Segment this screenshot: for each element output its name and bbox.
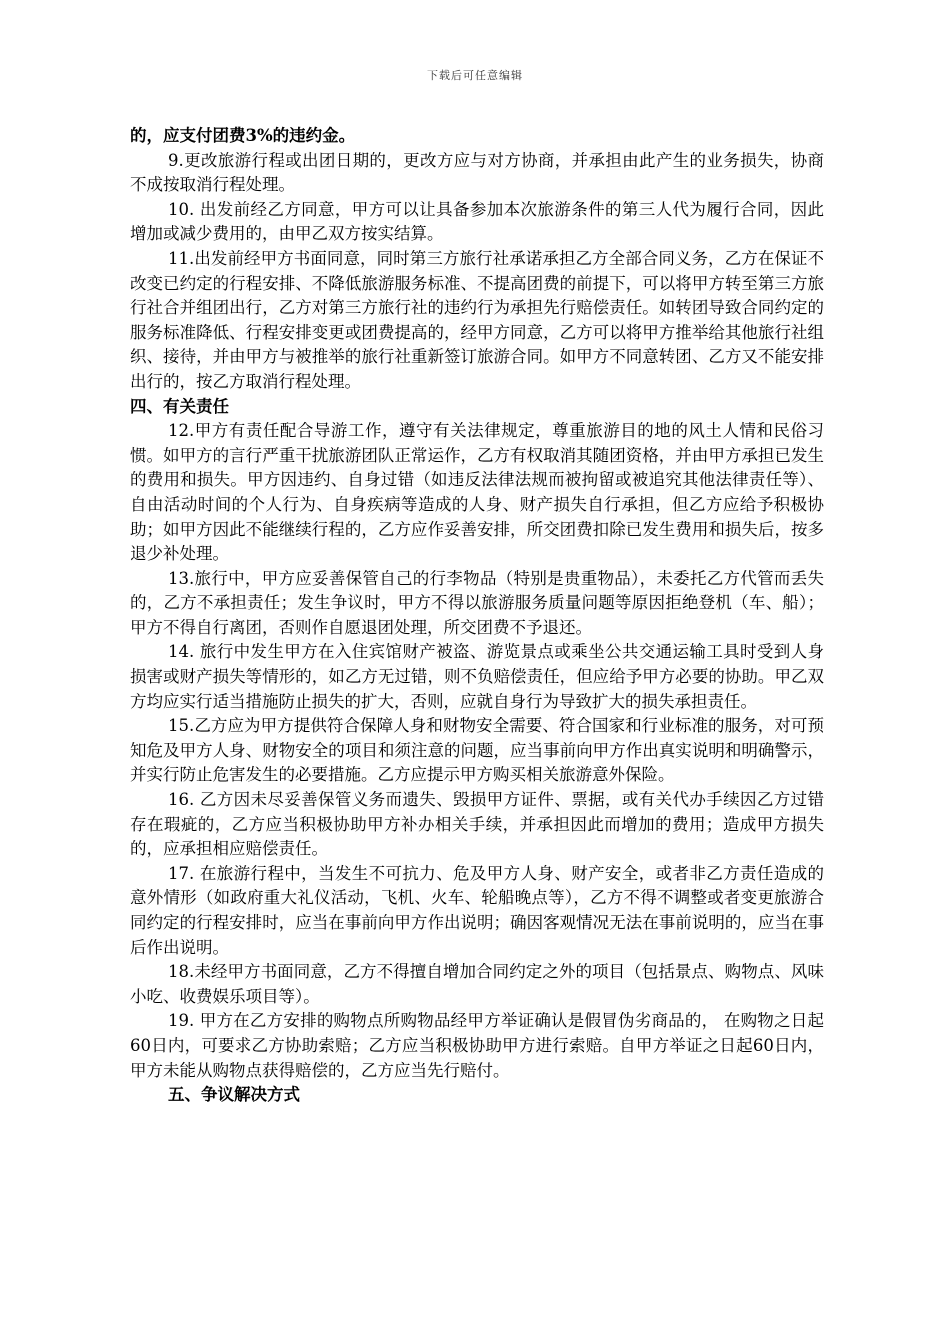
paragraph-clause-12: 12.甲方有责任配合导游工作，遵守有关法律规定，尊重旅游目的地的风土人情和民俗习惯。如甲方的言行严重干扰旅游团队正常运作，乙方有权取消其随团资格，并由甲方承担已发生的费用和损失。甲方因违约、自身过错（如违反法律法规而被拘留或被追究其他法律责任等）、自由活动时间的个人行为、自身疾病等造成的人身、财产损失自行承担，但乙方应给予积极协助；如甲方因此不能继续行程的，乙方应作妥善安排，所交团费扣除已发生费用和损失后，按多退少补处理。	[130, 421, 824, 564]
section-heading-dispute-resolution: 五、争议解决方式	[168, 1085, 300, 1105]
document-body	[130, 124, 824, 1108]
page-header: 下载后可任意编辑	[427, 69, 523, 82]
paragraph-clause-16: 16. 乙方因未尽妥善保管义务而遗失、毁损甲方证件、票据，或有关代办手续因乙方过错存在瑕疵的，乙方应当积极协助甲方补办相关手续，并承担因此而增加的费用；造成甲方损失的，应承担相应赔偿责任。	[130, 790, 824, 859]
paragraph-clause-18: 18.未经甲方书面同意，乙方不得擅自增加合同约定之外的项目（包括景点、购物点、风味小吃、收费娱乐项目等）。	[130, 962, 824, 1006]
paragraph-continuation: 的，应支付团费3%的违约金。	[130, 126, 356, 145]
paragraph-clause-14: 14. 旅行中发生甲方在入住宾馆财产被盗、游览景点或乘坐公共交通运输工具时受到人身损害或财产损失等情形的，如乙方无过错，则不负赔偿责任，但应给予甲方必要的协助。甲乙双方均应实行适当措施防止损失的扩大，否则，应就自身行为导致扩大的损失承担责任。	[130, 642, 824, 711]
paragraph-clause-9: 9.更改旅游行程或出团日期的，更改方应与对方协商，并承担由此产生的业务损失，协商不成按取消行程处理。	[130, 150, 824, 195]
section-heading-responsibilities: 四、有关责任	[130, 396, 229, 416]
paragraph-clause-13: 13.旅行中，甲方应妥善保管自己的行李物品（特别是贵重物品），未委托乙方代管而丢失的，乙方不承担责任；发生争议时，甲方不得以旅游服务质量问题等原因拒绝登机（车、船）；甲方不得自行离团，否则作自愿退团处理，所交团费不予退还。	[130, 568, 824, 637]
paragraph-clause-15: 15.乙方应为甲方提供符合保障人身和财物安全需要、符合国家和行业标准的服务，对可预知危及甲方人身、财物安全的项目和须注意的问题，应当事前向甲方作出真实说明和明确警示，并实行防止危害发生的必要措施。乙方应提示甲方购买相关旅游意外保险。	[130, 716, 824, 785]
paragraph-clause-17: 17. 在旅游行程中，当发生不可抗力、危及甲方人身、财产安全，或者非乙方责任造成的意外情形（如政府重大礼仪活动，飞机、火车、轮船晚点等），乙方不得不调整或者变更旅游合同约定的行程安排时，应当在事前向甲方作出说明；确因客观情况无法在事前说明的，应当在事后作出说明。	[130, 863, 824, 957]
paragraph-clause-19: 19. 甲方在乙方安排的购物点所购物品经甲方举证确认是假冒伪劣商品的， 在购物之日起60日内，可要求乙方协助索赔；乙方应当积极协助甲方进行索赔。自甲方举证之日起60日内，甲方未能从购物点获得赔偿的，乙方应当先行赔付。	[130, 1011, 824, 1080]
paragraph-clause-10: 10. 出发前经乙方同意，甲方可以让具备参加本次旅游条件的第三人代为履行合同，因此增加或减少费用的，由甲乙双方按实结算。	[130, 199, 824, 244]
paragraph-clause-11: 11.出发前经甲方书面同意，同时第三方旅行社承诺承担乙方全部合同义务，乙方在保证不改变已约定的行程安排、不降低旅游服务标准、不提高团费的前提下，可以将甲方转至第三方旅行社合并组团出行，乙方对第三方旅行社的违约行为承担先行赔偿责任。如转团导致合同约定的服务标准降低、行程安排变更或团费提高的，经甲方同意，乙方可以将甲方推举给其他旅行社组织、接待，并由甲方与被推举的旅行社重新签订旅游合同。如甲方不同意转团、乙方又不能安排出行的，按乙方取消行程处理。	[130, 248, 824, 391]
